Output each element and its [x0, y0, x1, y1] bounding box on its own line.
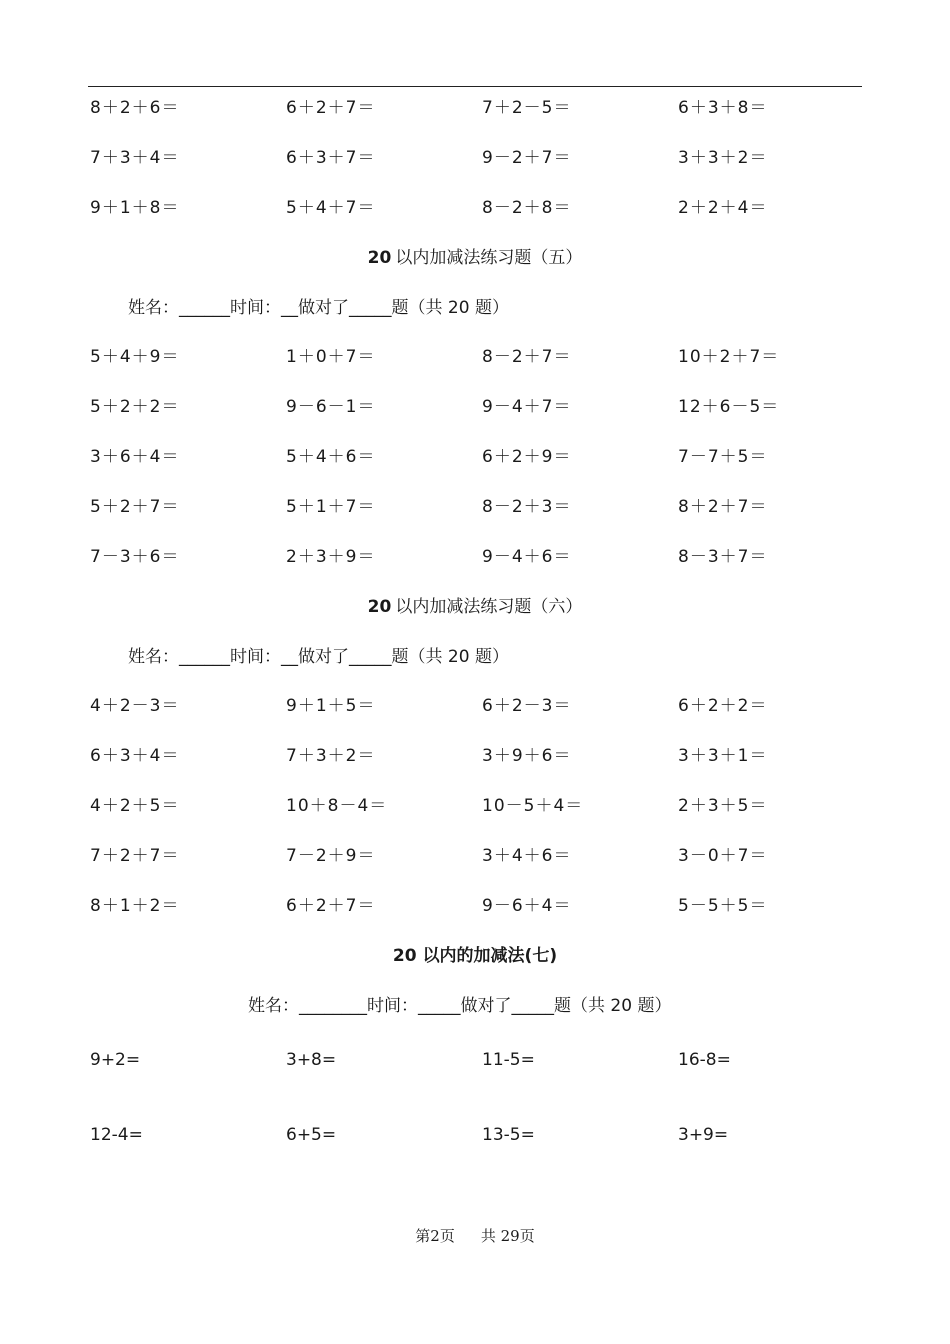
- problem-cell: 5－5＋5＝: [678, 896, 768, 916]
- section-title-text: 以内加减法练习题（六）: [395, 597, 583, 617]
- problem-cell: 8－2＋8＝: [482, 198, 572, 218]
- problem-row: [90, 444, 890, 470]
- problem-row: [90, 394, 890, 420]
- problem-row: [90, 95, 890, 121]
- problem-cell: 3＋3＋2＝: [678, 148, 768, 168]
- problem-cell: 13-5=: [482, 1125, 535, 1145]
- problem-cell: 10－5＋4＝: [482, 796, 584, 816]
- problem-cell: 8－3＋7＝: [678, 547, 768, 567]
- problem-cell: 3＋3＋1＝: [678, 746, 768, 766]
- problem-cell: 5＋4＋9＝: [90, 347, 180, 367]
- problem-cell: 9－4＋7＝: [482, 397, 572, 417]
- problem-row: [90, 195, 890, 221]
- problem-cell: 12＋6－5＝: [678, 397, 780, 417]
- section-title-text: 以内加减法练习题（五）: [395, 248, 583, 268]
- problem-cell: 6+5=: [286, 1125, 337, 1145]
- problem-row: [90, 344, 890, 370]
- problem-row: [90, 494, 890, 520]
- problem-cell: 6＋2＋9＝: [482, 447, 572, 467]
- name-line: 姓名：______时间：__做对了_____题（共 20 题）: [128, 298, 509, 318]
- problem-cell: 8－2＋3＝: [482, 497, 572, 517]
- header-rule: [88, 86, 862, 87]
- problem-cell: 8＋2＋6＝: [90, 98, 180, 118]
- problem-cell: 6＋2－3＝: [482, 696, 572, 716]
- page-number: 第2页: [415, 1227, 455, 1245]
- name-line: 姓名：________时间：_____做对了_____题（共 20 题）: [248, 996, 672, 1016]
- problem-cell: 9－4＋6＝: [482, 547, 572, 567]
- problem-cell: 4＋2＋5＝: [90, 796, 180, 816]
- problem-cell: 7＋2－5＝: [482, 98, 572, 118]
- problem-cell: 9＋1＋5＝: [286, 696, 376, 716]
- problem-cell: 12-4=: [90, 1125, 143, 1145]
- problem-cell: 7＋3＋2＝: [286, 746, 376, 766]
- page-footer: [0, 1224, 950, 1248]
- name-line: 姓名：______时间：__做对了_____题（共 20 题）: [128, 647, 509, 667]
- problem-row: [90, 743, 890, 769]
- problem-cell: 8＋1＋2＝: [90, 896, 180, 916]
- problem-row: [90, 793, 890, 819]
- problem-cell: 3+8=: [286, 1050, 337, 1070]
- problem-cell: 3＋4＋6＝: [482, 846, 572, 866]
- problem-cell: 5＋4＋6＝: [286, 447, 376, 467]
- problem-cell: 9＋1＋8＝: [90, 198, 180, 218]
- problem-row: [90, 843, 890, 869]
- problem-cell: 6＋3＋4＝: [90, 746, 180, 766]
- problem-cell: 6＋3＋8＝: [678, 98, 768, 118]
- problem-cell: 2＋2＋4＝: [678, 198, 768, 218]
- problem-row: [90, 1047, 890, 1073]
- problem-cell: 5＋2＋7＝: [90, 497, 180, 517]
- problem-cell: 6＋3＋7＝: [286, 148, 376, 168]
- problem-cell: 5＋1＋7＝: [286, 497, 376, 517]
- problem-cell: 3＋6＋4＝: [90, 447, 180, 467]
- section-title-text: 以内的加减法(七): [422, 946, 558, 966]
- page-total: 共 29页: [480, 1227, 535, 1245]
- section-title-number: 20: [367, 597, 392, 617]
- problem-cell: 3+9=: [678, 1125, 729, 1145]
- problem-cell: 7＋3＋4＝: [90, 148, 180, 168]
- section-title: [0, 594, 950, 620]
- problem-cell: 3＋9＋6＝: [482, 746, 572, 766]
- problem-cell: 7－3＋6＝: [90, 547, 180, 567]
- problem-cell: 5＋4＋7＝: [286, 198, 376, 218]
- problem-cell: 16-8=: [678, 1050, 731, 1070]
- problem-row: [90, 693, 890, 719]
- section-title: [0, 943, 950, 969]
- problem-cell: 10＋2＋7＝: [678, 347, 780, 367]
- problem-cell: 4＋2－3＝: [90, 696, 180, 716]
- section-title-number: 20: [392, 946, 417, 966]
- problem-row: [90, 145, 890, 171]
- problem-row: [90, 1122, 890, 1148]
- problem-cell: 9－6－1＝: [286, 397, 376, 417]
- problem-cell: 7＋2＋7＝: [90, 846, 180, 866]
- problem-cell: 7－2＋9＝: [286, 846, 376, 866]
- problem-cell: 8－2＋7＝: [482, 347, 572, 367]
- problem-cell: 9－2＋7＝: [482, 148, 572, 168]
- section-title: [0, 245, 950, 271]
- problem-cell: 8＋2＋7＝: [678, 497, 768, 517]
- problem-cell: 11-5=: [482, 1050, 535, 1070]
- problem-cell: 6＋2＋7＝: [286, 98, 376, 118]
- problem-cell: 2＋3＋9＝: [286, 547, 376, 567]
- section-title-number: 20: [367, 248, 392, 268]
- problem-cell: 3－0＋7＝: [678, 846, 768, 866]
- problem-cell: 9－6＋4＝: [482, 896, 572, 916]
- problem-cell: 6＋2＋2＝: [678, 696, 768, 716]
- problem-cell: 7－7＋5＝: [678, 447, 768, 467]
- problem-cell: 5＋2＋2＝: [90, 397, 180, 417]
- problem-cell: 10＋8－4＝: [286, 796, 388, 816]
- problem-row: [90, 544, 890, 570]
- problem-cell: 6＋2＋7＝: [286, 896, 376, 916]
- problem-row: [90, 893, 890, 919]
- problem-cell: 1＋0＋7＝: [286, 347, 376, 367]
- problem-cell: 2＋3＋5＝: [678, 796, 768, 816]
- problem-cell: 9+2=: [90, 1050, 141, 1070]
